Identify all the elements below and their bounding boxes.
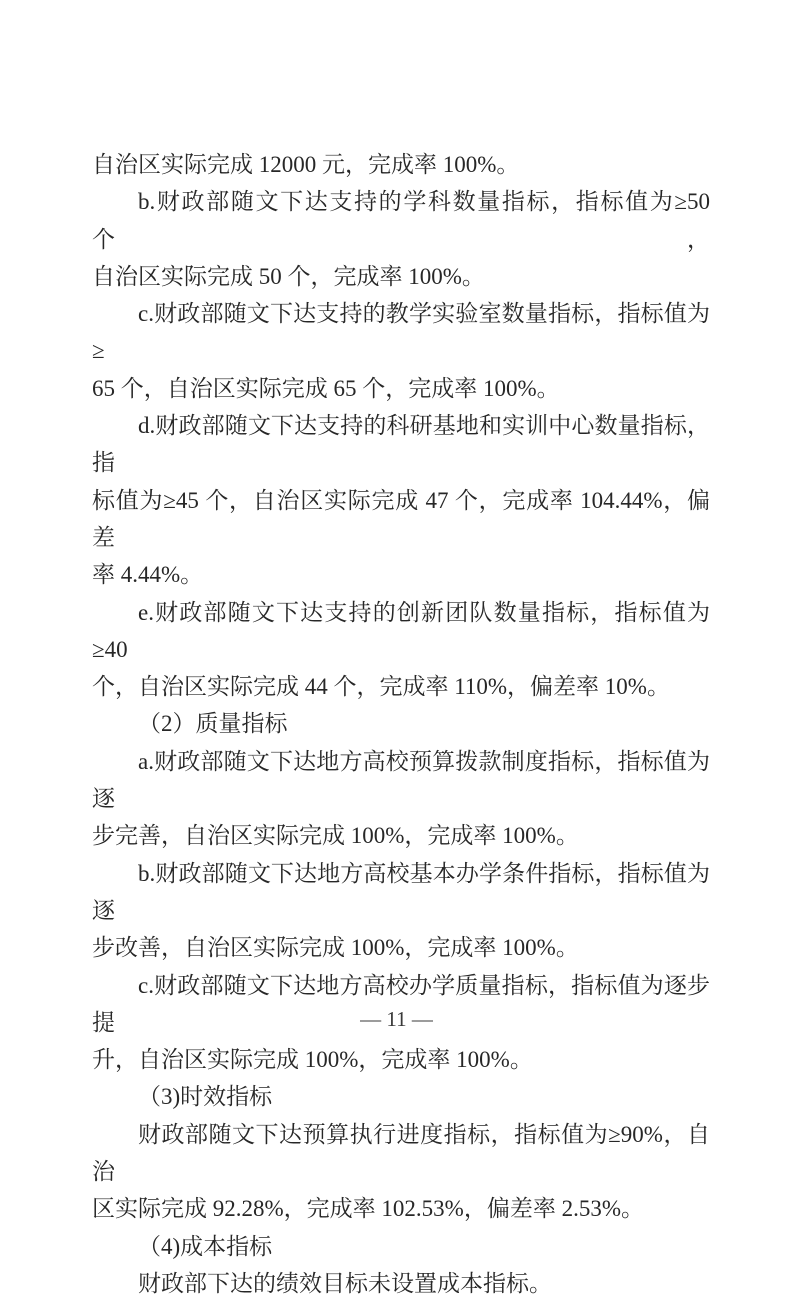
text-block: [92, 146, 710, 1302]
text-line: （4)成本指标: [138, 1233, 273, 1259]
text-line: 步完善，自治区实际完成 100%，完成率 100%。: [92, 823, 579, 849]
text-line: （3)时效指标: [138, 1084, 273, 1110]
text-line: e.财政部随文下达支持的创新团队数量指标，指标值为≥40: [92, 599, 710, 662]
text-line: 个，自治区实际完成 44 个，完成率 110%，偏差率 10%。: [92, 674, 670, 700]
text-line: （2）质量指标: [138, 711, 288, 737]
text-line: 标值为≥45 个，自治区实际完成 47 个，完成率 104.44%，偏差: [92, 487, 710, 550]
text-line: d.财政部随文下达支持的科研基地和实训中心数量指标，指: [92, 413, 710, 476]
text-line: 区实际完成 92.28%，完成率 102.53%，偏差率 2.53%。: [92, 1196, 644, 1222]
text-line: 65 个，自治区实际完成 65 个，完成率 100%。: [92, 375, 560, 401]
text-line: 财政部下达的绩效目标未设置成本指标。: [138, 1270, 552, 1296]
text-line: 自治区实际完成 12000 元，完成率 100%。: [92, 152, 520, 177]
text-line: 升，自治区实际完成 100%，完成率 100%。: [92, 1047, 533, 1073]
page-number: — 11 —: [360, 1007, 433, 1031]
text-line: c.财政部随文下达支持的教学实验室数量指标，指标值为≥: [92, 301, 710, 364]
text-line: 步改善，自治区实际完成 100%，完成率 100%。: [92, 935, 579, 961]
text-line: b.财政部随文下达支持的学科数量指标，指标值为≥50 个，: [92, 189, 710, 252]
text-line: a.财政部随文下达地方高校预算拨款制度指标，指标值为逐: [92, 748, 710, 812]
text-line: 自治区实际完成 50 个，完成率 100%。: [92, 263, 485, 289]
text-line: c.财政部随文下达地方高校办学质量指标，指标值为逐步提: [92, 972, 710, 1035]
text-line: b.财政部随文下达地方高校基本办学条件指标，指标值为逐: [92, 860, 710, 923]
text-line: 率 4.44%。: [92, 562, 204, 588]
text-line: 财政部随文下达预算执行进度指标，指标值为≥90%，自治: [92, 1121, 710, 1185]
